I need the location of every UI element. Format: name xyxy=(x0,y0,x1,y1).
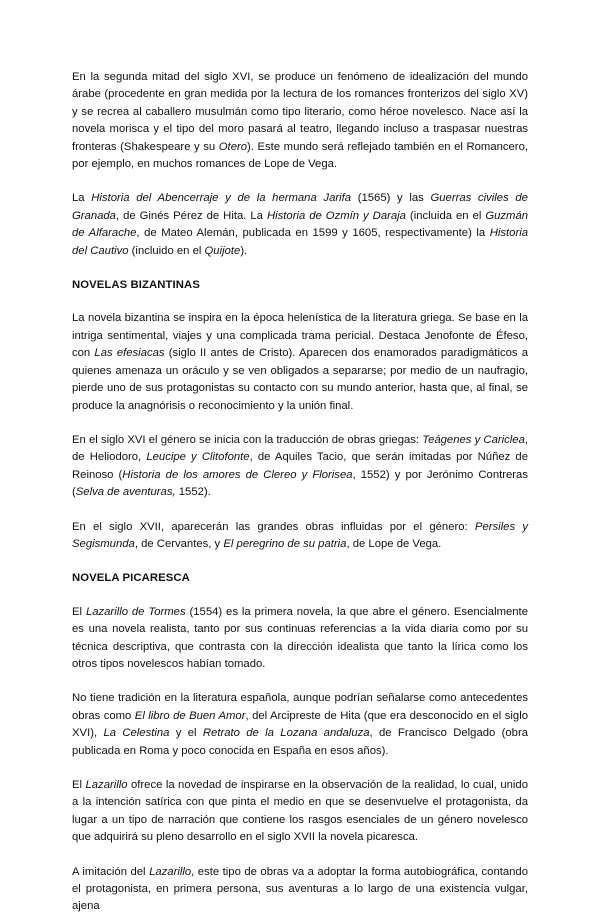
paragraph-antecedents: No tiene tradición en la literatura española, aunque podrían señalarse como antecedentes obras como El libro de Buen Amor, del Arcipreste de Hita (que era desconocido en el siglo XVI), La Celestina y el Retrato de la Lozana andaluza, de Francisco Delgado (obra publicada en Roma y poco conocida en España en esos años). xyxy=(72,692,528,757)
heading-picaresque-novel: NOVELA PICARESCA xyxy=(72,572,190,585)
paragraph-novelty: El Lazarillo ofrece la novedad de inspirarse en la observación de la realidad, lo cual, unido a la intención satírica con que pinta el medio en que se desenvuelve el protagonista, da lugar a un tipo de narración que contiene los rasgos esenciales de un género novelesco que adquirirá su pleno desarrollo en el siglo XVII la novela picaresca. xyxy=(72,779,528,844)
paragraph-imitation: A imitación del Lazarillo, este tipo de obras va a adoptar la forma autobiográfica, contando el protagonista, en primera persona, sus aventuras a lo largo de una existencia vulgar, ajena xyxy=(72,865,528,913)
paragraph-lazarillo: El Lazarillo de Tormes (1554) es la primera novela, la que abre el género. Esencialmente es una novela realista, tanto por sus continuas referencias a la vida diaria como por su técnica descriptiva, que contrasta con la dirección idealista que tanto la lírica como los otros tipos novelescos habían tomado. xyxy=(72,605,528,670)
paragraph-byzantine-intro: La novela bizantina se inspira en la época helenística de la literatura griega. Se base en la intriga sentimental, viajes y una complicada trama pericial. Destaca Jenofonte de Éfeso, con Las efesiacas (siglo II antes de Cristo). Aparecen dos enamorados paradigmáticos a quienes amenaza un oráculo y se ven obligados a separarse; por medio de un naufragio, pierde uno de sus protagonistas su contacto con su mundo anterior, hasta que, al final, se produce la anagnórisis o reconocimiento y la unión final. xyxy=(72,312,529,412)
paragraph-moorish-works: La Historia del Abencerraje y de la hermana Jarifa (1565) y las Guerras civiles de Granada, de Ginés Pérez de Hita. La Historia de Ozmín y Daraja (incluida en el Guzmán de Alfarache, de Mateo Alemán, publicada en 1599 y 1605, respectivamente) la Historia del Cautivo (incluido en el Quijote). xyxy=(72,192,529,257)
paragraph-moorish-novel: En la segunda mitad del siglo XVI, se produce un fenómeno de idealización del mundo árabe (procedente en gran medida por la lectura de los romances fronterizos del siglo XV) y se recrea al caballero musulmán como tipo literario, como héroe novelesco. Nace así la novela morisca y el tipo del moro pasará al teatro, llegando incluso a traspasar nuestras fronteras (Shakespeare y su Otero). Este mundo será reflejado también en el Romancero, por ejemplo, en muchos romances de Lope de Vega. xyxy=(72,71,528,171)
paragraph-byzantine-xvii: En el siglo XVII, aparecerán las grandes obras influidas por el género: Persiles y Segismunda, de Cervantes, y El peregrino de su patria, de Lope de Vega. xyxy=(72,520,529,550)
paragraph-byzantine-xvi: En el siglo XVI el género se inicia con la traducción de obras griegas: Teágenes y Cariclea, de Heliodoro, Leucipe y Clitofonte, de Aquiles Tacio, que serán imitadas por Núñez de Reinoso (Historia de los amores de Clereo y Florisea, 1552) y por Jerónimo Contreras (Selva de aventuras, 1552). xyxy=(72,433,528,499)
heading-byzantine-novels: NOVELAS BIZANTINAS xyxy=(72,279,200,292)
